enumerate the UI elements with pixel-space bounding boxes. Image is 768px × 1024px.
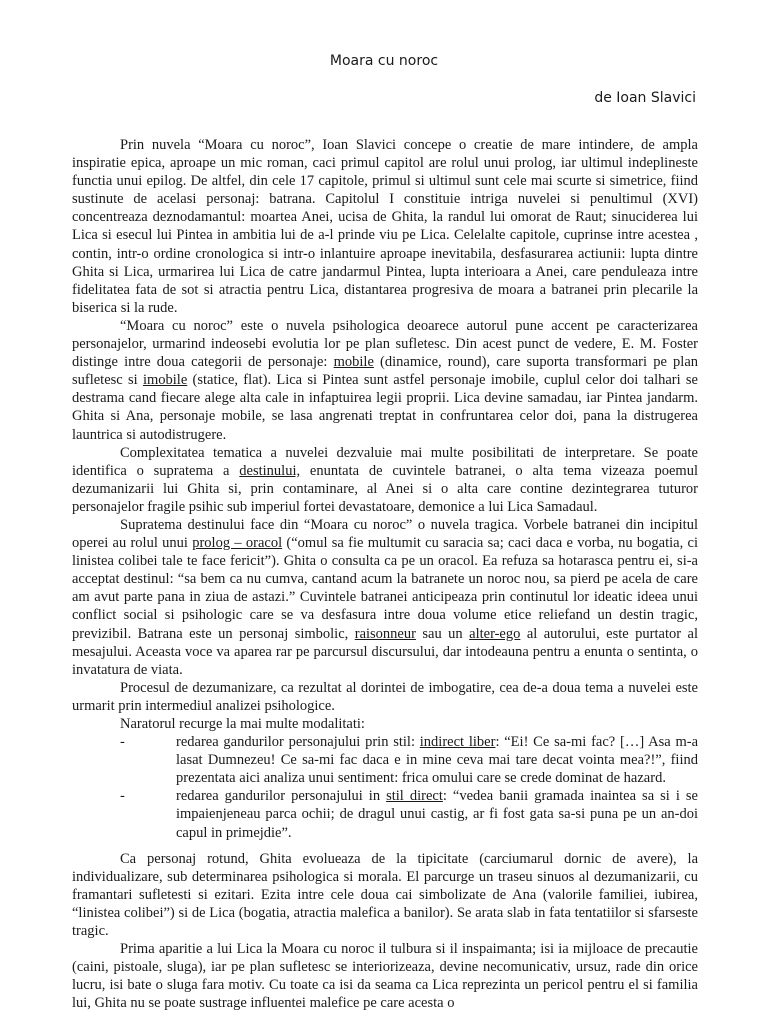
bullet-item-indirect-liber: - redarea gandurilor personajului prin stil: indirect liber: “Ei! Ce sa-mi fac? […] Asa m-a lasat Dumnezeu! Ce sa-mi fac daca e in mine ceva mai tare decat vointa mea?!”, fiind prezentata aici analiza unui sentiment: frica omului care se crede dominat de hazard.	[120, 734, 699, 787]
underlined-term-destinului: destinului,	[239, 462, 301, 479]
paragraph-8: Prima aparitie a lui Lica la Moara cu noroc il tulbura si il inspaimanta; isi ia mijloace de precautie (caini, pistoale, sluga), iar pe plan sufletesc se interiorizeaza, devine necomunicativ, ursuz, rade din orice lucru, isi bate o sluga fara motiv. Cu toate ca isi da seama ca Lica reprezinta un pericol pentru el si familia lui, Ghita nu se poate sustrage influentei malefice pe care acesta o	[72, 941, 698, 1012]
bullet-dash: -	[120, 734, 125, 751]
bullet-dash: -	[120, 788, 125, 805]
paragraph-1: Prin nuvela “Moara cu noroc”, Ioan Slavici concepe o creatie de mare intindere, de ampla inspiratie epica, aproape un mic roman, caci primul capitol are rolul unui prolog, iar ultimul indeplineste functia unui epilog. De altfel, din cele 17 capitole, primul si ultimul sunt cele mai scurte si simetrice, fiind sustinute de acelasi personaj: batrana. Capitolul I constituie intriga nuvelei si penultimul (XVI) concentreaza deznodamantul: moartea Anei, ucisa de Ghita, la randul lui omorat de Raut; sinuciderea lui Lica si esecul lui Pintea in ambitia lui de a-l prinde viu pe Lica. Celelalte capitole, cuprinse intre acestea , contin, intr-o ordine cronologica si intr-o inlantuire aproape inevitabila, desfasurarea actiunii: lupta dintre Ghita si Lica, urmarirea lui Lica de catre jandarmul Pintea, lupta interioara a Anei, care penduleaza intre fidelitatea fata de sot si atractia pentru Lica, distantarea progresiva de moara a batranei prin plecarile la biserica si la rude.	[72, 137, 698, 316]
underlined-term-imobile: imobile	[142, 372, 188, 389]
underlined-term-raisonneur: raisonneur	[354, 625, 416, 642]
document-author: de Ioan Slavici	[594, 90, 696, 106]
paragraph-6: Naratorul recurge la mai multe modalitati:	[120, 716, 365, 732]
underlined-term-indirect-liber: indirect liber	[419, 734, 496, 751]
paragraph-5: Procesul de dezumanizare, ca rezultat al dorintei de imbogatire, cea de-a doua tema a nuvelei este urmarit prin intermediul analizei psihologice.	[72, 679, 698, 714]
document-body	[72, 136, 698, 1013]
paragraph-2: “Moara cu noroc” este o nuvela psihologica deoarece autorul pune accent pe caracterizarea personajelor, urmarind indeosebi evolutia lor pe plan sufletesc. Din acest punct de vedere, E. M. Foster distinge intre doua categorii de personaje: mobile (dinamice, round), care suporta transformari pe plan sufletesc si imobile (statice, flat). Lica si Pintea sunt astfel personaje imobile, cuplul celor doi talhari se destrama cand fiecare alege alta cale in infaptuirea legii proprii. Lica devine samadau, iar Pintea jandarm. Ghita si Ana, personaje mobile, se lasa angrenati treptat in confruntarea celor doi, pana la distrugerea launtrica si autodistrugere.	[72, 317, 698, 443]
bullet-item-stil-direct: - redarea gandurilor personajului in stil direct: “vedea banii gramada inaintea sa si i se impaienjeneau parca ochii; de dragul unui castig, ar fi fost gata sa-si puna pe un an-doi capul in primejdie”.	[120, 788, 698, 841]
document-title: Moara cu noroc	[329, 53, 439, 69]
underlined-term-stil-direct: stil direct	[386, 788, 443, 805]
paragraph-3: Complexitatea tematica a nuvelei dezvaluie mai multe posibilitati de interpretare. Se poate identifica o supratema a destinului, enuntata de cuvintele batranei, o alta tema vizeaza poemul dezumanizarii lui Ghita si, prin contaminare, al Anei si o alta care contine dezintegrarea tuturor personajelor fragile psihic sub imperiul fortei devastatoare, demonice a lui Lica Samadaul.	[72, 444, 698, 515]
underlined-term-alter-ego: alter-ego	[469, 625, 521, 642]
underlined-term-prolog-oracol: prolog – oracol	[192, 535, 283, 552]
underlined-term-mobile: mobile	[333, 354, 374, 371]
paragraph-4: Supratema destinului face din “Moara cu noroc” o nuvela tragica. Vorbele batranei din incipitul operei au rolul unui prolog – oracol (“omul sa fie multumit cu saracia sa; caci daca e vorba, nu bogatia, ci linistea colibei tale te face fericit”). Ghita o consulta ca pe un oracol. Ea refuza sa hotarasca pentru ei, si-a acceptat destinul: “sa bem ca nu cumva, cantand acum la batranete un noroc nou, sa pierd pe acela de care am avut parte pana in ziua de astazi.” Cuvintele batranei anticipeaza prin continutul lor ideatic ideea unui conflict social si psihologic care se va desfasura intre doua volume etice reliefand un destin tragic, previzibil. Batrana este un personaj simbolic, raisonneur sau un alter-ego al autorului, este purtator al mesajului. Aceasta voce va aparea rar pe parcursul discursului, dar intodeauna pentru a enunta o sentinta, o invatatura de viata.	[72, 516, 698, 678]
paragraph-7: Ca personaj rotund, Ghita evolueaza de la tipicitate (carciumarul dornic de avere), la individualizare, sub determinarea psihologica si morala. El parcurge un traseu sinuos al dezumanizarii, cu framantari sufletesti si ezitari. Ezita intre cele doua cai simbolizate de Ana (valorile familiei, iubirea, “linistea colibei”) si de Lica (bogatia, atractia malefica a banilor). Se arata slab in fata tentatiilor si sfarseste tragic.	[72, 850, 698, 940]
